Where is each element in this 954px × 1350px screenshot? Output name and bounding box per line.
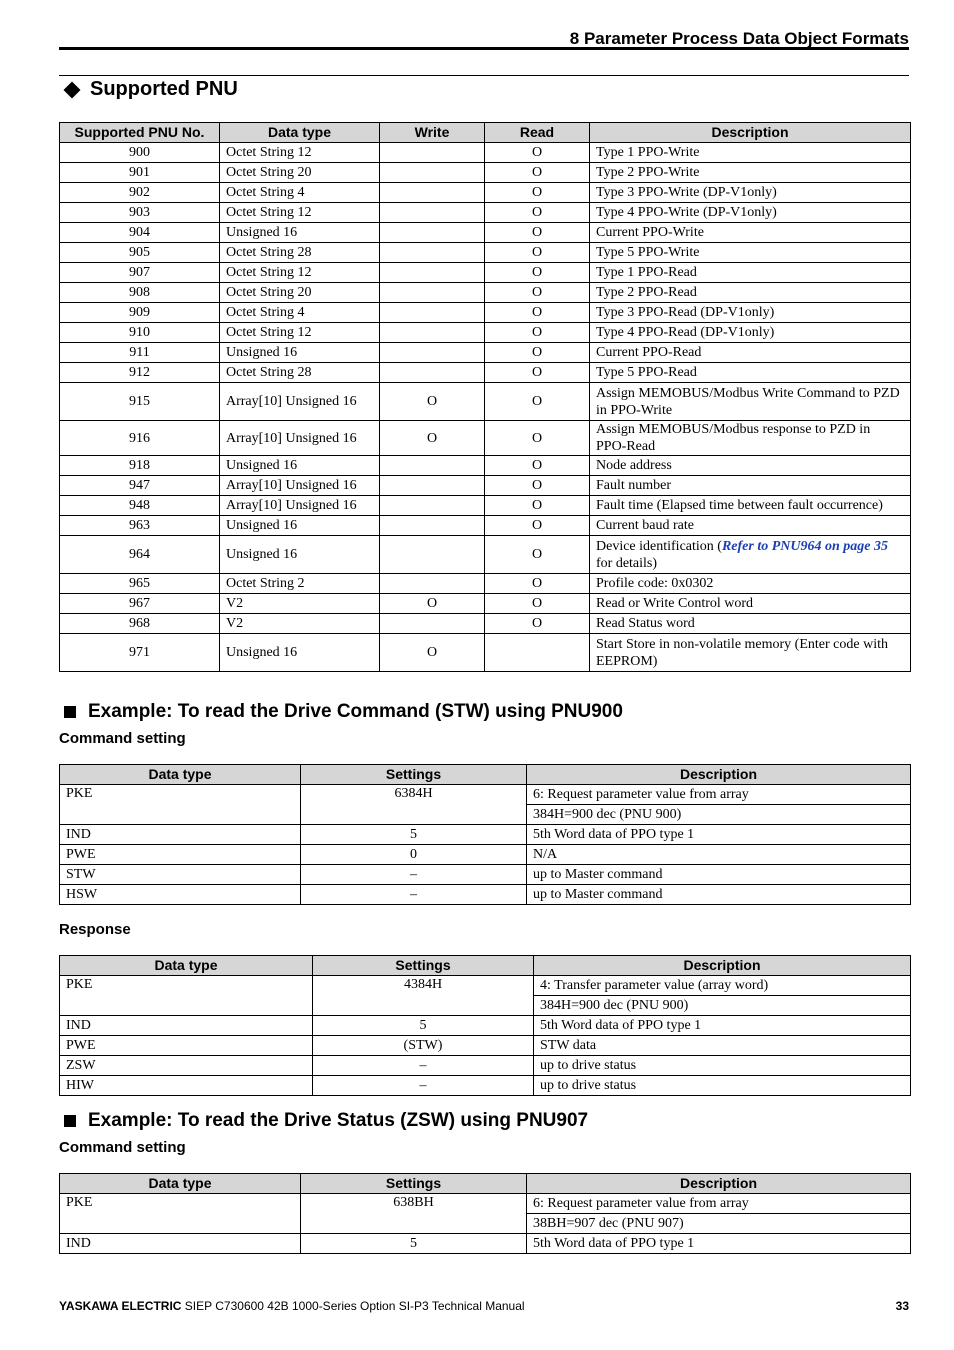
cell: Unsigned 16: [220, 343, 380, 363]
cell: Assign MEMOBUS/Modbus Write Command to PZD in PPO-Write: [590, 383, 911, 421]
section-heading: [62, 78, 238, 101]
cell: Start Store in non-volatile memory (Enter code with EEPROM): [590, 634, 911, 672]
table-row: [60, 243, 911, 263]
column-header: Settings: [301, 765, 527, 785]
cell: 915: [60, 383, 220, 421]
cell: Unsigned 16: [220, 634, 380, 672]
cell: Octet String 12: [220, 323, 380, 343]
square-bullet-icon: [64, 1115, 76, 1127]
table-row: [60, 1036, 911, 1056]
cell: Assign MEMOBUS/Modbus response to PZD in PPO-Read: [590, 421, 911, 456]
table-row: [60, 634, 911, 672]
cell: Type 4 PPO-Write (DP-V1only): [590, 203, 911, 223]
cell: [380, 476, 485, 496]
cell: O: [485, 383, 590, 421]
cell: Octet String 4: [220, 303, 380, 323]
table-row: [60, 785, 911, 805]
table-row: [60, 283, 911, 303]
cell: Octet String 12: [220, 203, 380, 223]
cell: Type 5 PPO-Write: [590, 243, 911, 263]
table-row: [60, 845, 911, 865]
desc-text: for details): [596, 555, 658, 571]
cell: O: [485, 303, 590, 323]
cell: [380, 323, 485, 343]
example-heading: [64, 1110, 588, 1132]
subheading: Response: [59, 921, 131, 938]
cell: HIW: [60, 1076, 313, 1096]
cell: [380, 516, 485, 536]
cell: –: [313, 1056, 534, 1076]
cell: 900: [60, 143, 220, 163]
cell: Node address: [590, 456, 911, 476]
table-row: [60, 383, 911, 421]
example2-command-table: [59, 1173, 911, 1254]
column-header: Data type: [220, 123, 380, 143]
column-header: Data type: [60, 1174, 301, 1194]
cell: Type 2 PPO-Read: [590, 283, 911, 303]
cell: [380, 143, 485, 163]
table-row: [60, 496, 911, 516]
table-row: [60, 825, 911, 845]
cell: V2: [220, 594, 380, 614]
cell: Octet String 20: [220, 163, 380, 183]
table-row: [60, 536, 911, 574]
cell: 963: [60, 516, 220, 536]
cell: 903: [60, 203, 220, 223]
cell: 918: [60, 456, 220, 476]
cell: [380, 243, 485, 263]
column-header: Data type: [60, 956, 313, 976]
table-row: [60, 223, 911, 243]
cell: ZSW: [60, 1056, 313, 1076]
subheading: Command setting: [59, 1139, 186, 1156]
cell: 638BH: [301, 1194, 527, 1234]
cell: –: [301, 885, 527, 905]
cell: 967: [60, 594, 220, 614]
cell: 912: [60, 363, 220, 383]
example1-response-table: [59, 955, 911, 1096]
cell: V2: [220, 614, 380, 634]
cell: 947: [60, 476, 220, 496]
cell: Type 1 PPO-Read: [590, 263, 911, 283]
cell: 0: [301, 845, 527, 865]
cell: up to Master command: [527, 885, 911, 905]
cell: O: [485, 223, 590, 243]
table-row: [60, 976, 911, 996]
table-row: [60, 363, 911, 383]
cell: [380, 614, 485, 634]
table-row: [60, 865, 911, 885]
example-title: Example: To read the Drive Command (STW) using PNU900: [88, 701, 623, 722]
footer-doc-title: SIEP C730600 42B 1000-Series Option SI-P3 Technical Manual: [181, 1299, 525, 1313]
cell: [380, 183, 485, 203]
table-row: [60, 456, 911, 476]
cell: 909: [60, 303, 220, 323]
cell: O: [485, 143, 590, 163]
example1-command-table: [59, 764, 911, 905]
cell: Current baud rate: [590, 516, 911, 536]
cell: 384H=900 dec (PNU 900): [527, 805, 911, 825]
table-row: [60, 143, 911, 163]
example-heading: [64, 701, 623, 723]
cell: O: [485, 421, 590, 456]
table-row: [60, 263, 911, 283]
column-header: Read: [485, 123, 590, 143]
cell: (STW): [313, 1036, 534, 1056]
cell: O: [485, 536, 590, 574]
cell: 6: Request parameter value from array: [527, 785, 911, 805]
cell: 384H=900 dec (PNU 900): [534, 996, 911, 1016]
table-row: [60, 163, 911, 183]
cell: O: [380, 421, 485, 456]
cell: [380, 263, 485, 283]
table-row: [60, 183, 911, 203]
cell: O: [485, 183, 590, 203]
cell: Fault number: [590, 476, 911, 496]
cell: Array[10] Unsigned 16: [220, 476, 380, 496]
table-row: [60, 594, 911, 614]
square-bullet-icon: [64, 706, 76, 718]
table-row: [60, 885, 911, 905]
cell: O: [485, 574, 590, 594]
description-cell: [590, 536, 911, 574]
cell: 6: Request parameter value from array: [527, 1194, 911, 1214]
cell: IND: [60, 1016, 313, 1036]
cell: O: [485, 263, 590, 283]
cell: up to drive status: [534, 1056, 911, 1076]
cell: 916: [60, 421, 220, 456]
cell: Array[10] Unsigned 16: [220, 383, 380, 421]
table-header-row: [60, 956, 911, 976]
cell: 907: [60, 263, 220, 283]
cell: O: [485, 163, 590, 183]
cell: 5th Word data of PPO type 1: [534, 1016, 911, 1036]
cell: 5: [301, 825, 527, 845]
cell: O: [485, 496, 590, 516]
column-header: Write: [380, 123, 485, 143]
supported-pnu-table: [59, 122, 911, 672]
cell: HSW: [60, 885, 301, 905]
page-footer: [59, 1299, 909, 1313]
section-rule: [59, 75, 909, 76]
cell: Octet String 28: [220, 363, 380, 383]
cell: Current PPO-Write: [590, 223, 911, 243]
cell: IND: [60, 825, 301, 845]
cell: PKE: [60, 1194, 301, 1234]
cell: Array[10] Unsigned 16: [220, 421, 380, 456]
cell: O: [485, 476, 590, 496]
table-row: [60, 421, 911, 456]
cell: 902: [60, 183, 220, 203]
cell: Read or Write Control word: [590, 594, 911, 614]
column-header: Supported PNU No.: [60, 123, 220, 143]
cell: STW: [60, 865, 301, 885]
cell: [380, 456, 485, 476]
cell: Unsigned 16: [220, 223, 380, 243]
cell: [380, 496, 485, 516]
cell: 4384H: [313, 976, 534, 1016]
cell: O: [485, 363, 590, 383]
cell: up to Master command: [527, 865, 911, 885]
cell: 904: [60, 223, 220, 243]
table-row: [60, 343, 911, 363]
cell: [380, 283, 485, 303]
cell: [485, 634, 590, 672]
cell: Octet String 12: [220, 263, 380, 283]
cell: 965: [60, 574, 220, 594]
column-header: Settings: [313, 956, 534, 976]
cell: Read Status word: [590, 614, 911, 634]
cell: [380, 343, 485, 363]
cell: Type 3 PPO-Read (DP-V1only): [590, 303, 911, 323]
cell: [380, 223, 485, 243]
cell: O: [485, 456, 590, 476]
column-header: Description: [534, 956, 911, 976]
cell: Unsigned 16: [220, 456, 380, 476]
cell: 5th Word data of PPO type 1: [527, 825, 911, 845]
cell: Type 2 PPO-Write: [590, 163, 911, 183]
cell: Unsigned 16: [220, 536, 380, 574]
cell: Octet String 12: [220, 143, 380, 163]
cell: Type 5 PPO-Read: [590, 363, 911, 383]
column-header: Description: [590, 123, 911, 143]
cell: 5: [301, 1234, 527, 1254]
cell: Octet String 28: [220, 243, 380, 263]
cell: Type 3 PPO-Write (DP-V1only): [590, 183, 911, 203]
cell: up to drive status: [534, 1076, 911, 1096]
cell: STW data: [534, 1036, 911, 1056]
cell: 5: [313, 1016, 534, 1036]
subheading: Command setting: [59, 730, 186, 747]
cell: PWE: [60, 1036, 313, 1056]
cell: 948: [60, 496, 220, 516]
cell: PWE: [60, 845, 301, 865]
table-row: [60, 323, 911, 343]
table-row: [60, 1056, 911, 1076]
cell: IND: [60, 1234, 301, 1254]
footer-doc-info: [59, 1299, 525, 1313]
cell: O: [485, 343, 590, 363]
cell: 910: [60, 323, 220, 343]
header-rule: [59, 47, 909, 50]
column-header: Data type: [60, 765, 301, 785]
table-row: [60, 574, 911, 594]
section-title: Supported PNU: [90, 78, 238, 100]
cell: Profile code: 0x0302: [590, 574, 911, 594]
column-header: Settings: [301, 1174, 527, 1194]
cell: Current PPO-Read: [590, 343, 911, 363]
cell: Fault time (Elapsed time between fault occurrence): [590, 496, 911, 516]
cell: O: [485, 594, 590, 614]
cell: O: [485, 614, 590, 634]
cell: PKE: [60, 785, 301, 825]
table-row: [60, 614, 911, 634]
example-title: Example: To read the Drive Status (ZSW) using PNU907: [88, 1110, 589, 1131]
cell: [380, 363, 485, 383]
cell: [380, 574, 485, 594]
table-row: [60, 303, 911, 323]
cell: O: [380, 594, 485, 614]
cell: Octet String 20: [220, 283, 380, 303]
page-reference-link[interactable]: Refer to PNU964 on page 35: [721, 538, 888, 554]
cell: PKE: [60, 976, 313, 1016]
table-row: [60, 1076, 911, 1096]
table-header-row: [60, 1174, 911, 1194]
cell: [380, 163, 485, 183]
cell: Type 4 PPO-Read (DP-V1only): [590, 323, 911, 343]
cell: 964: [60, 536, 220, 574]
cell: O: [485, 203, 590, 223]
table-row: [60, 516, 911, 536]
cell: O: [485, 516, 590, 536]
cell: Octet String 4: [220, 183, 380, 203]
cell: [380, 303, 485, 323]
table-header-row: [60, 123, 911, 143]
cell: [380, 536, 485, 574]
cell: 5th Word data of PPO type 1: [527, 1234, 911, 1254]
cell: O: [380, 383, 485, 421]
desc-text: Device identification (: [596, 538, 722, 554]
table-row: [60, 1016, 911, 1036]
cell: Array[10] Unsigned 16: [220, 496, 380, 516]
cell: –: [301, 865, 527, 885]
cell: [380, 203, 485, 223]
cell: 6384H: [301, 785, 527, 825]
page-number: 33: [895, 1299, 909, 1313]
cell: N/A: [527, 845, 911, 865]
table-row: [60, 203, 911, 223]
cell: Octet String 2: [220, 574, 380, 594]
table-header-row: [60, 765, 911, 785]
cell: 908: [60, 283, 220, 303]
cell: 971: [60, 634, 220, 672]
cell: Unsigned 16: [220, 516, 380, 536]
column-header: Description: [527, 1174, 911, 1194]
table-row: [60, 1194, 911, 1214]
cell: O: [485, 323, 590, 343]
column-header: Description: [527, 765, 911, 785]
cell: 4: Transfer parameter value (array word): [534, 976, 911, 996]
cell: 968: [60, 614, 220, 634]
diamond-bullet-icon: [64, 81, 81, 98]
cell: O: [485, 283, 590, 303]
running-header: 8 Parameter Process Data Object Formats: [569, 29, 909, 48]
table-row: [60, 476, 911, 496]
footer-brand: YASKAWA ELECTRIC: [59, 1299, 182, 1313]
cell: 901: [60, 163, 220, 183]
cell: 38BH=907 dec (PNU 907): [527, 1214, 911, 1234]
cell: O: [380, 634, 485, 672]
table-row: [60, 1234, 911, 1254]
cell: –: [313, 1076, 534, 1096]
cell: Type 1 PPO-Write: [590, 143, 911, 163]
cell: O: [485, 243, 590, 263]
cell: 911: [60, 343, 220, 363]
cell: 905: [60, 243, 220, 263]
